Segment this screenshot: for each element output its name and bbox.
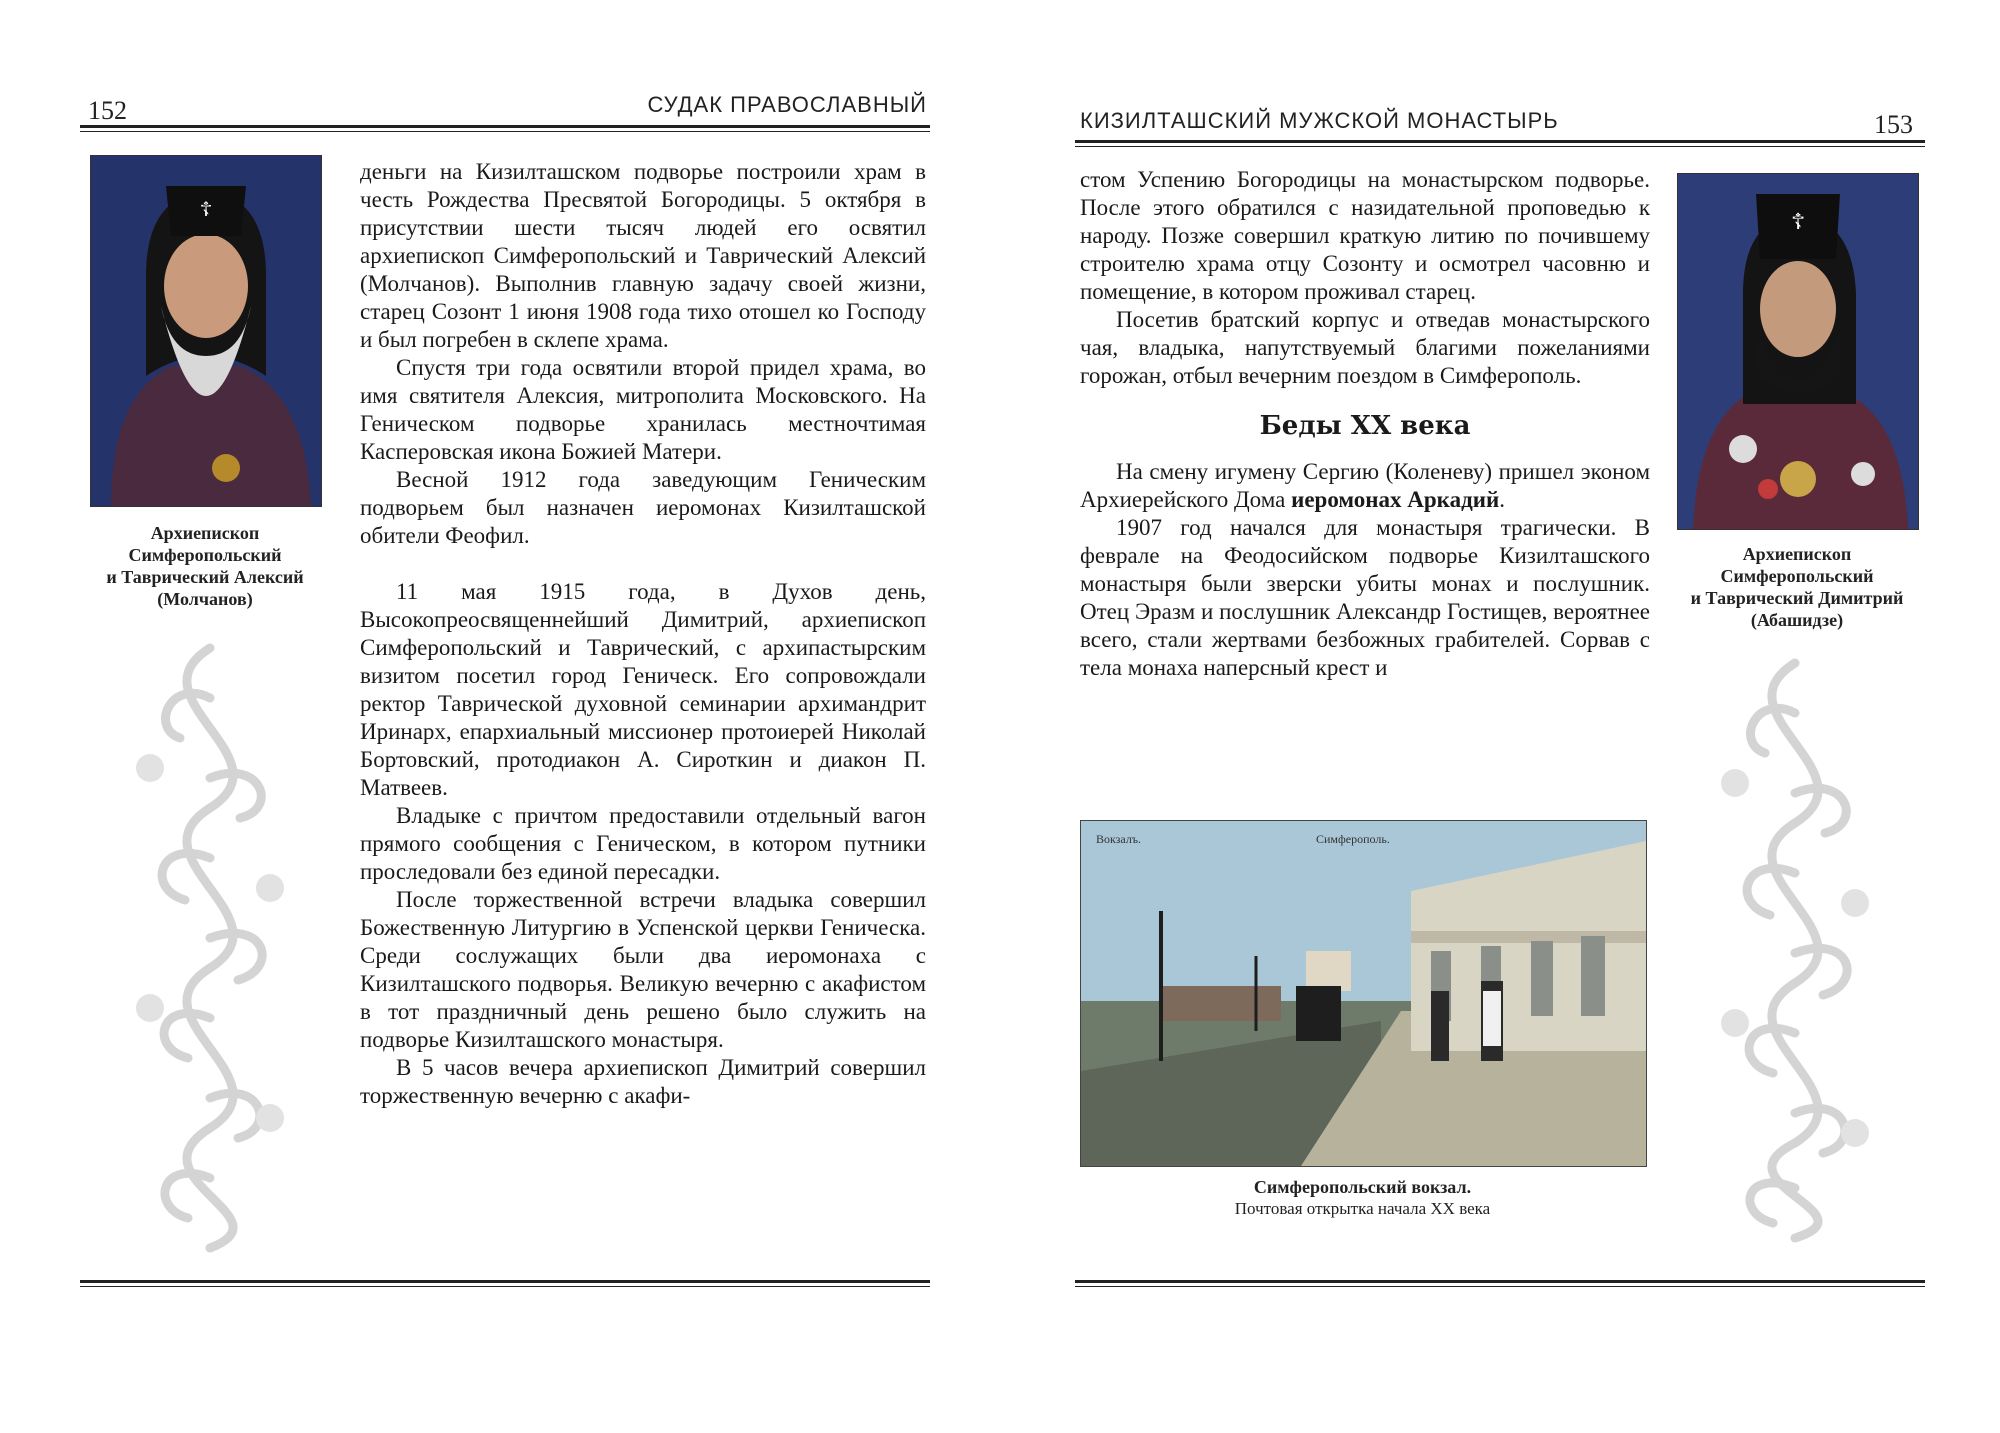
portrait-caption-aleksiy <box>80 522 330 610</box>
caption-line: Симферопольский <box>128 545 282 565</box>
paragraph: стом Успению Богородицы на монастырском подворье. После этого обратился с назидательной проповедью к народу. Позже совершил краткую литию по почившему строителю храма отцу Созонту и осмотрел часовню и помещение, в котором проживал старец. <box>1080 167 1650 304</box>
paragraph: 1907 год начался для монастыря трагически. В феврале на Феодосийском подворье Кизилташского монастыря были зверски убиты монах и послушник. Отец Эразм и послушник Александр Гостищев, вероятнее всего, стали жертвами безбожных грабителей. Сорвав с тела монаха наперсный крест и <box>1080 515 1650 680</box>
caption-line: Симферопольский <box>1720 566 1874 586</box>
caption-line: и Таврический Алексий <box>106 567 304 587</box>
header-rule-thin <box>80 131 930 132</box>
paragraph: деньги на Кизилташском подворье построили храм в честь Рождества Пресвятой Богородицы. 5 октября в присутствии шести тысяч людей его освятил архиепископ Симферопольский и Таврический Алексий (Молчанов). Выполнив главную задачу своей жизни, старец Созонт 1 июня 1908 года тихо отошел ко Господу и был погребен в склепе храма. <box>360 159 926 352</box>
section-heading: Беды XX века <box>1259 411 1471 441</box>
header-rule <box>1075 140 1925 143</box>
paragraph: Посетив братский корпус и отведав монастырского чая, владыка, напутствуемый благими пожеланиями горожан, отбыл вечерним поездом в Симферополь. <box>1080 307 1650 388</box>
caption-line: Архиепископ <box>150 523 260 543</box>
text-run: На смену игумену Сергию (Коленеву) пришел эконом Архиерейского Дома <box>1080 459 1650 512</box>
paragraph: После торжественной встречи владыка совершил Божественную Литургию в Успенской церкви Геническа. Среди сослужащих были два иеромонаха с Кизилташского подворья. Великую вечерню с акафистом в тот праздничный день решено было служить на подворье Кизилташского монастыря. <box>360 887 926 1052</box>
caption-line: и Таврический Димитрий <box>1690 588 1904 608</box>
photo-caption <box>1080 1176 1645 1220</box>
paragraph: Владыке с причтом предоставили отдельный вагон прямого сообщения с Геническом, в котором путники проследовали без единой пересадки. <box>360 803 926 884</box>
right-body-text <box>1080 166 1650 682</box>
header-rule <box>80 125 930 128</box>
paragraph: 11 мая 1915 года, в Духов день, Высокопреосвященнейший Димитрий, архиепископ Симферопольский и Таврический, с архипастырским визитом посетил город Геническ. Его сопровождали ректор Таврической духовной семинарии архимандрит Иринарх, епархиальный миссионер протоиерей Николай Бортовский, протодиакон А. Сироткин и диакон П. Матвеев. <box>360 579 926 800</box>
portrait-image <box>91 156 321 506</box>
left-page <box>80 78 930 1308</box>
station-photo <box>1080 820 1647 1167</box>
caption-line: Архиепископ <box>1742 544 1852 564</box>
photo-label-left: Вокзалъ. <box>1096 832 1142 846</box>
caption-line: (Молчанов) <box>157 589 253 609</box>
svg-text:☦: ☦ <box>199 197 213 221</box>
photo-caption-subtitle: Почтовая открытка начала XX века <box>1234 1199 1491 1218</box>
svg-text:☦: ☦ <box>1790 210 1806 235</box>
footer-rule-thin <box>80 1286 930 1287</box>
footer-rule-thin <box>1075 1286 1925 1287</box>
running-head: СУДАК ПРАВОСЛАВНЫЙ <box>647 92 927 117</box>
right-page <box>1075 78 1925 1308</box>
paragraph <box>1080 458 1650 514</box>
station-image <box>1081 821 1646 1166</box>
caption-line: (Абашидзе) <box>1750 610 1844 630</box>
page-number: 153 <box>1874 110 1913 139</box>
portrait-caption-dimitriy <box>1667 543 1927 631</box>
photo-label-right: Симферополь. <box>1316 832 1390 846</box>
bold-name: иеромонах Аркадий <box>1291 487 1500 512</box>
page-number: 152 <box>88 96 127 125</box>
footer-rule <box>80 1280 930 1283</box>
portrait-dimitriy <box>1677 173 1919 530</box>
floral-ornament-left <box>110 638 310 1258</box>
floral-ornament-right <box>1690 653 1900 1243</box>
header-rule-thin <box>1075 146 1925 147</box>
paragraph: В 5 часов вечера архиепископ Димитрий совершил торжественную вечерню с акафи- <box>360 1055 926 1108</box>
running-head: КИЗИЛТАШСКИЙ МУЖСКОЙ МОНАСТЫРЬ <box>1080 108 1559 133</box>
paragraph: Весной 1912 года заведующим Геническим подворьем был назначен иеромонах Кизилташской обители Феофил. <box>360 467 926 548</box>
portrait-image <box>1678 174 1918 529</box>
paragraph: Спустя три года освятили второй придел храма, во имя святителя Алексия, митрополита Московского. На Геническом подворье хранилась местночтимая Касперовская икона Божией Матери. <box>360 355 926 464</box>
footer-rule <box>1075 1280 1925 1283</box>
text-run: . <box>1499 487 1505 512</box>
left-body-text <box>360 158 926 1110</box>
photo-caption-title: Симферопольский вокзал. <box>1253 1177 1472 1197</box>
portrait-aleksiy <box>90 155 322 507</box>
